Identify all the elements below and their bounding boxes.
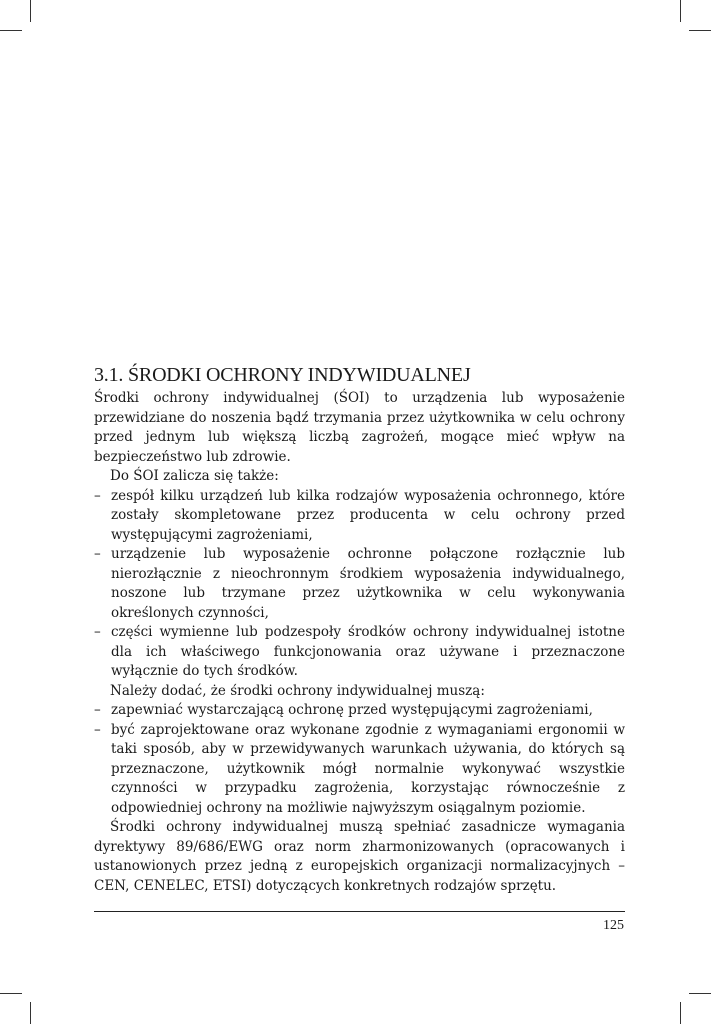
- list-item: – urządzenie lub wyposażenie ochronne połączone rozłącznie lub nierozłącznie z nieochronnym środkiem wyposażenia indywidualnego, noszone lub trzymane przez użytkownika w celu wykonywania określonych czynności,: [94, 545, 625, 623]
- list-item: – być zaprojektowane oraz wykonane zgodnie z wymaganiami ergonomii w taki sposób, aby w przewidywanych warunkach używania, do których są przeznaczone, użytkownik mógł normalnie wykonywać wszystkie czynności w przypadku zagrożenia, korzystając równocześnie z odpowiedniej ochrony na możliwie najwyższym osiągalnym poziomie.: [94, 721, 625, 819]
- paragraph-definition: Środki ochrony indywidualnej (ŚOI) to urządzenia lub wyposażenie przewidziane do noszenia bądź trzymania przez użytkownika w celu ochrony przed jednym lub większą liczbą zagrożeń, mogące mieć wpływ na bezpieczeństwo lub zdrowie.: [94, 390, 625, 465]
- section-heading: 3.1. ŚRODKI OCHRONY INDYWIDUALNEJ: [94, 364, 471, 386]
- page-number: 125: [603, 918, 624, 933]
- paragraph-includes-intro: Do ŚOI zalicza się także:: [110, 468, 279, 484]
- section-body: [94, 389, 625, 896]
- list-item: – zapewniać wystarczającą ochronę przed występującymi zagrożeniami,: [94, 701, 625, 721]
- crop-mark-bottom-right-v: [680, 1002, 681, 1024]
- crop-mark-top-left-h: [0, 30, 22, 31]
- footer-rule: [94, 911, 625, 912]
- list-item: – zespół kilku urządzeń lub kilka rodzajów wyposażenia ochronnego, które zostały skompletowane przez producenta w celu ochrony przed występującymi zagrożeniami,: [94, 487, 625, 546]
- crop-mark-bottom-left-v: [30, 1002, 31, 1024]
- crop-mark-top-left-v: [30, 0, 31, 22]
- crop-mark-bottom-left-h: [0, 993, 22, 994]
- list-requirements: [94, 701, 625, 818]
- paragraph-requirements-intro: Należy dodać, że środki ochrony indywidualnej muszą:: [110, 682, 485, 699]
- list-item: – części wymienne lub podzespoły środków ochrony indywidualnej istotne dla ich właściwego funkcjonowania oraz używane i przeznaczone wyłącznie do tych środków.: [94, 623, 625, 682]
- crop-mark-top-right-v: [680, 0, 681, 22]
- crop-mark-top-right-h: [689, 30, 711, 31]
- crop-mark-bottom-right-h: [689, 993, 711, 994]
- paragraph-directive: Środki ochrony indywidualnej muszą spełniać zasadnicze wymagania dyrektywy 89/686/EWG oraz norm zharmonizowanych (opracowanych i ustanowionych przez jedną z europejskich organizacji normalizacyjnych – CEN, CENELEC, ETSI) dotyczących konkretnych rodzajów sprzętu.: [94, 819, 625, 894]
- list-includes: [94, 487, 625, 682]
